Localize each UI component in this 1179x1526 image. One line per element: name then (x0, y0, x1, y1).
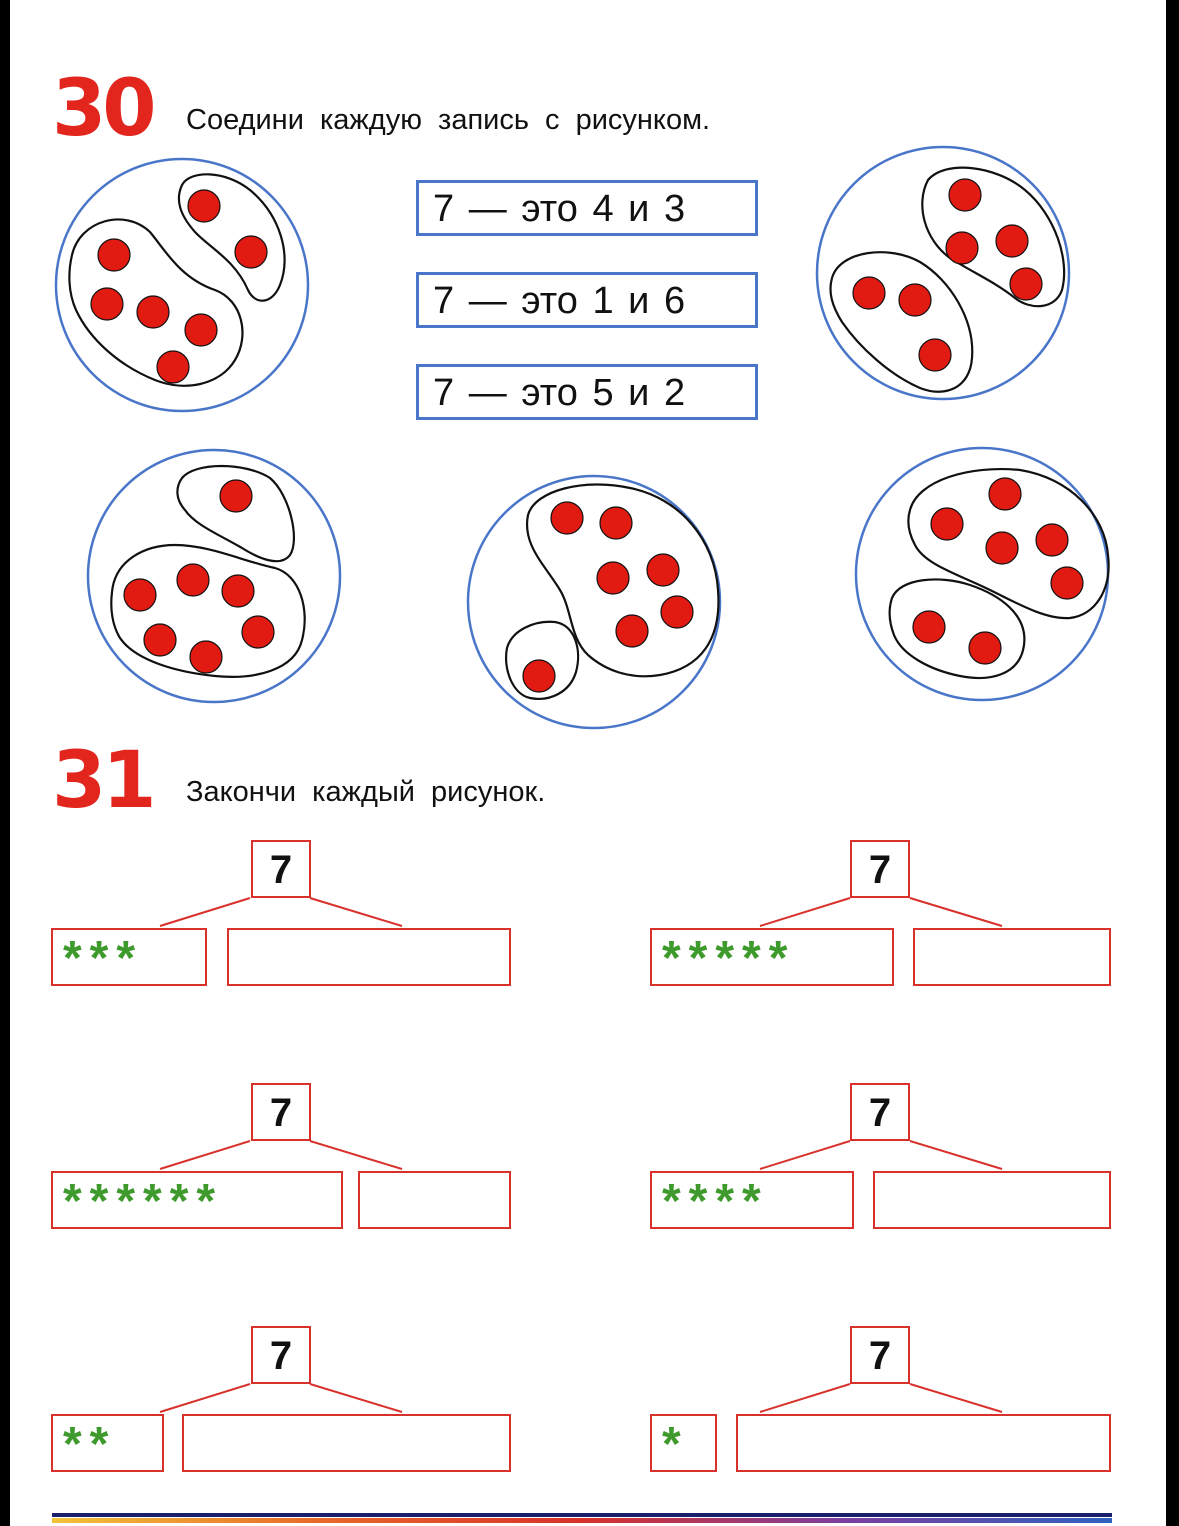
empty-answer-box[interactable] (913, 928, 1111, 986)
task-31-instruction: Закончи каждый рисунок. (186, 776, 546, 808)
total-box: 7 (850, 1326, 910, 1384)
stars-box (650, 1414, 717, 1472)
illustrations (10, 0, 1166, 1526)
star-group: ** (63, 1418, 117, 1471)
empty-answer-box[interactable] (182, 1414, 511, 1472)
task-30-instruction: Соедини каждую запись с рисунком. (186, 104, 711, 136)
total-box: 7 (251, 1083, 311, 1141)
expression-card[interactable]: 7 — это 5 и 2 (416, 364, 758, 420)
total-box: 7 (251, 1326, 311, 1384)
stars-box (51, 1171, 343, 1229)
total-box: 7 (850, 1083, 910, 1141)
dot-picture-1-and-6[interactable] (88, 450, 340, 702)
stars-box (650, 1171, 854, 1229)
page-divider (52, 1513, 1112, 1517)
empty-answer-box[interactable] (227, 928, 511, 986)
stars-box (51, 1414, 164, 1472)
dot-picture-6-and-1[interactable] (468, 476, 720, 728)
dot-picture-4-and-3[interactable] (817, 147, 1069, 399)
dot-picture-2-and-5[interactable] (56, 159, 308, 411)
stars-box (51, 928, 207, 986)
expression-card[interactable]: 7 — это 4 и 3 (416, 180, 758, 236)
page-color-stripe (52, 1518, 1112, 1523)
star-group: * (662, 1418, 689, 1471)
empty-answer-box[interactable] (873, 1171, 1111, 1229)
empty-answer-box[interactable] (358, 1171, 511, 1229)
expression-card[interactable]: 7 — это 1 и 6 (416, 272, 758, 328)
workbook-page (10, 0, 1166, 1526)
stars-box (650, 928, 894, 986)
empty-answer-box[interactable] (736, 1414, 1111, 1472)
star-group: ****** (63, 1175, 224, 1228)
task-31-number: 31 (52, 736, 153, 826)
star-group: ***** (662, 932, 796, 985)
task-30-number: 30 (52, 64, 153, 154)
star-group: **** (662, 1175, 769, 1228)
total-box: 7 (251, 840, 311, 898)
total-box: 7 (850, 840, 910, 898)
dot-picture-5-and-2[interactable] (856, 448, 1109, 700)
star-group: *** (63, 932, 144, 985)
